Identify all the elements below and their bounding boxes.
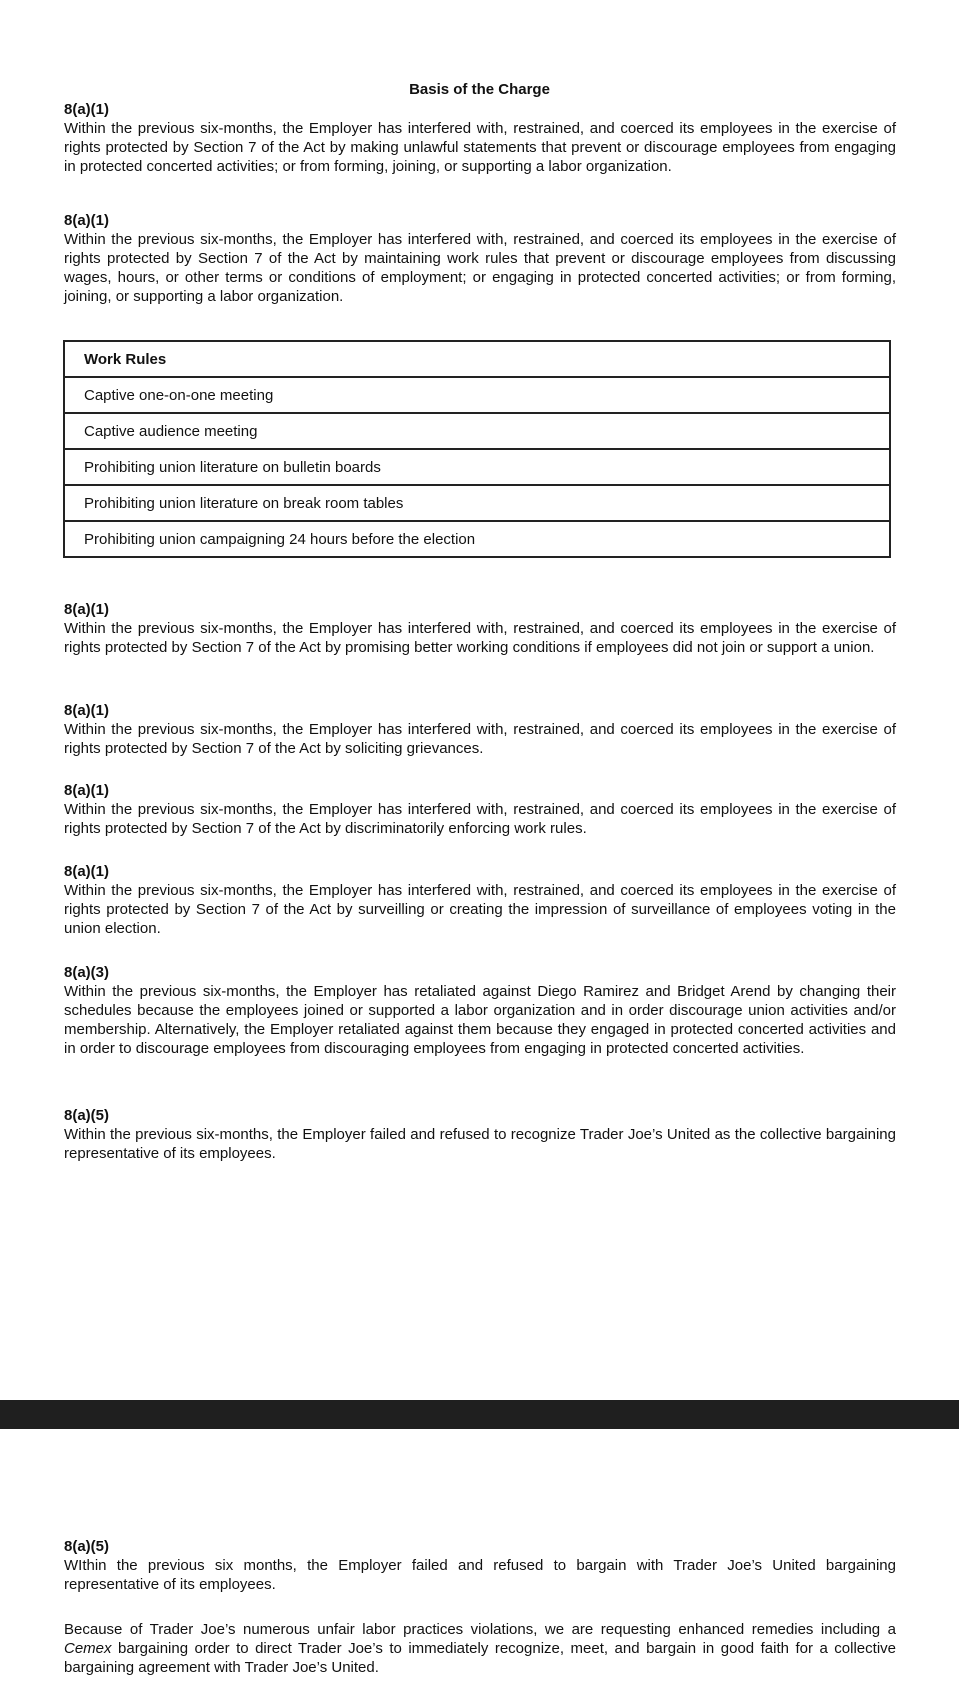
page-divider	[0, 1400, 959, 1429]
section-code: 8(a)(1)	[64, 212, 110, 229]
table-cell: Prohibiting union campaigning 24 hours before the election	[64, 521, 890, 557]
section-code: 8(a)(5)	[64, 1107, 110, 1124]
section-code: 8(a)(1)	[64, 863, 110, 880]
table-row	[64, 521, 890, 557]
cemex-term: Cemex	[64, 1640, 112, 1657]
table-header-row	[64, 341, 890, 377]
charge-section	[64, 963, 896, 1058]
table-cell: Captive audience meeting	[64, 413, 890, 449]
table-row	[64, 485, 890, 521]
charge-section	[64, 211, 896, 306]
closing-text-end: bargaining order to direct Trader Joe’s to immediately recognize, meet, and bargain in good faith for a collective bargaining agreement with Trader Joe’s United.	[64, 1640, 896, 1676]
section-text: Within the previous six-months, the Employer has interfered with, restrained, and coerced its employees in the exercise of rights protected by Section 7 of the Act by soliciting grievances.	[64, 721, 896, 757]
section-text: Within the previous six-months, the Employer has interfered with, restrained, and coerced its employees in the exercise of rights protected by Section 7 of the Act by promising better working conditions if employees did not join or support a union.	[64, 620, 896, 656]
charge-section	[64, 100, 896, 176]
section-code: 8(a)(1)	[64, 601, 110, 618]
section-code: 8(a)(1)	[64, 782, 110, 799]
table-row	[64, 377, 890, 413]
charge-section	[64, 1106, 896, 1163]
work-rules-table	[63, 340, 891, 558]
table-row	[64, 413, 890, 449]
section-code: 8(a)(3)	[64, 964, 110, 981]
table-cell: Prohibiting union literature on break room tables	[64, 485, 890, 521]
section-text: Within the previous six-months, the Employer has interfered with, restrained, and coerced its employees in the exercise of rights protected by Section 7 of the Act by discriminatorily enforcing work rules.	[64, 801, 896, 837]
section-text: Within the previous six-months, the Employer has retaliated against Diego Ramirez and Bridget Arend by changing their schedules because the employees joined or supported a labor organization and in order discourage union activities and/or membership. Alternatively, the Employer retaliated against them because they engaged in protected concerted activities and in order to discourage employees from discouraging employees from engaging in protected concerted activities.	[64, 983, 896, 1057]
closing-paragraph	[64, 1620, 896, 1677]
table-cell: Prohibiting union literature on bulletin boards	[64, 449, 890, 485]
section-text: WIthin the previous six months, the Employer failed and refused to bargain with Trader Joe’s United bargaining representative of its employees.	[64, 1557, 896, 1593]
section-code: 8(a)(1)	[64, 101, 110, 118]
table-header-cell: Work Rules	[64, 341, 890, 377]
table-cell: Captive one-on-one meeting	[64, 377, 890, 413]
section-code: 8(a)(5)	[64, 1538, 110, 1555]
table-row	[64, 449, 890, 485]
charge-section	[64, 600, 896, 657]
charge-section	[64, 781, 896, 838]
section-text: Within the previous six-months, the Employer failed and refused to recognize Trader Joe’s United as the collective bargaining representative of its employees.	[64, 1126, 896, 1162]
closing-text-start: Because of Trader Joe’s numerous unfair labor practices violations, we are requesting enhanced remedies including a	[64, 1621, 896, 1638]
section-text: Within the previous six-months, the Employer has interfered with, restrained, and coerced its employees in the exercise of rights protected by Section 7 of the Act by maintaining work rules that prevent or discourage employees from discussing wages, hours, or other terms or conditions of employment; or engaging in protected concerted activities; or from forming, joining, or supporting a labor organization.	[64, 231, 896, 305]
charge-section	[64, 862, 896, 938]
section-code: 8(a)(1)	[64, 702, 110, 719]
charge-section	[64, 701, 896, 758]
section-text: Within the previous six-months, the Employer has interfered with, restrained, and coerced its employees in the exercise of rights protected by Section 7 of the Act by surveilling or creating the impression of surveillance of employees voting in the union election.	[64, 882, 896, 937]
section-text: Within the previous six-months, the Employer has interfered with, restrained, and coerced its employees in the exercise of rights protected by Section 7 of the Act by making unlawful statements that prevent or discourage employees from engaging in protected concerted activities; or from forming, joining, or supporting a labor organization.	[64, 120, 896, 175]
document-title: Basis of the Charge	[409, 81, 550, 98]
charge-section	[64, 1537, 896, 1594]
